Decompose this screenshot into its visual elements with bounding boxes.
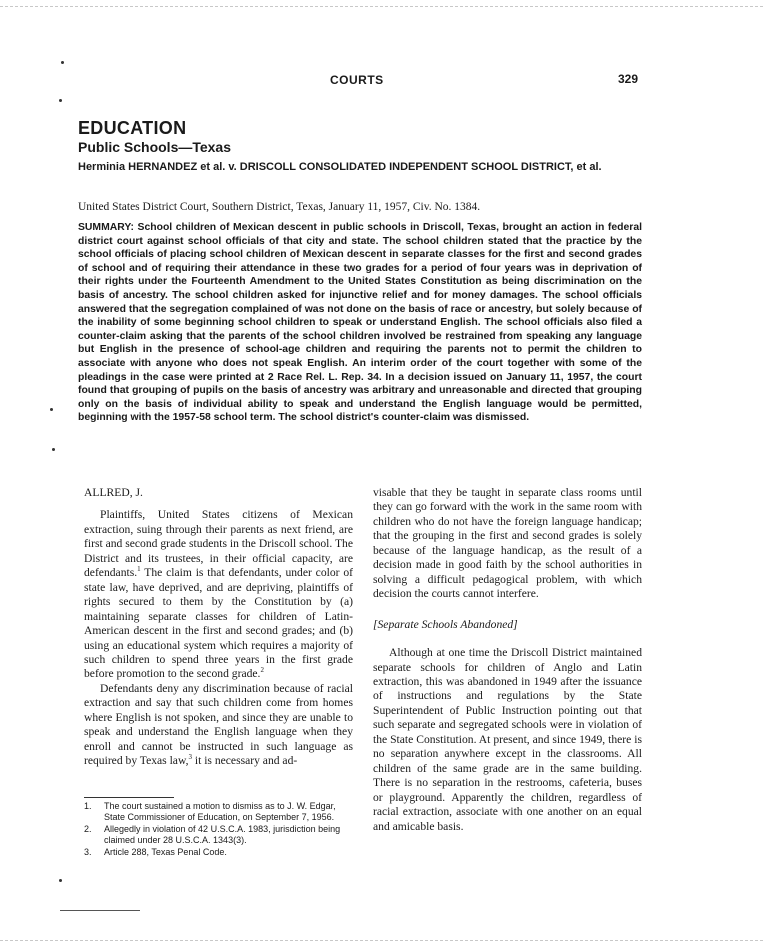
summary-label: SUMMARY: [78, 222, 134, 233]
footnote-ref: 2 [260, 666, 264, 675]
page-number: 329 [618, 72, 639, 86]
judge-name: ALLRED, J. [84, 486, 143, 499]
footnote [84, 847, 356, 858]
paragraph-text: Defendants deny any discrimination because of racial extraction and say that such children come from homes where English is not spoken, and since they are unable to speak and understand the English language when they enroll and cannot be instructed in such language as required by Texas law, [84, 681, 353, 768]
scan-edge-bottom [0, 940, 763, 941]
scan-edge-top [0, 6, 763, 7]
scan-speck [50, 408, 53, 411]
footnote-number: 1. [84, 801, 92, 811]
opinion-paragraph [84, 682, 353, 769]
court-line: United States District Court, Southern District, Texas, January 11, 1957, Civ. No. 1384. [78, 201, 481, 213]
summary-text: School children of Mexican descent in public schools in Driscoll, Texas, brought an action in federal district court against school officials of that city and state. The school children stated that the practice by the school officials of placing school children of Mexican descent in separate classes for the first and second grades of school and of requiring their attendance in these two grades for a period of four years was in deprivation of their rights under the Fourteenth Amendment to the United States Constitution as being discrimination on the basis of ancestry. The school children asked for injunctive relief and for money damages. The school officials answered that the segregation complained of was not done on the basis of race or ancestry, but solely because of the inability of some beginning school children to speak or understand English. The school officials also filed a counter-claim asking that the parents of the school children involved be restrained from speaking any language but English in the presence of school-age children and requiring the parents not to permit the children to associate with anyone who does not speak English. An interim order of the court together with some of the pleadings in the case were printed at 2 Race Rel. L. Rep. 34. In a decision issued on January 11, 1957, the court found that grouping of pupils on the basis of ancestry was arbitrary and unreasonable and directed that grouping only on the basis of individual ability to speak and understand the English language would be permitted, beginning with the 1957-58 school term. The school district's counter-claim was dismissed. [78, 222, 642, 424]
running-head: COURTS [330, 73, 384, 87]
footnote-rule [84, 797, 174, 798]
subsection-title: Public Schools—Texas [78, 139, 232, 155]
section-heading: [Separate Schools Abandoned] [373, 617, 518, 631]
footnote [84, 824, 356, 846]
opinion-column-right [373, 486, 642, 834]
scan-speck [59, 99, 62, 102]
scan-speck [52, 448, 55, 451]
scan-speck [59, 879, 62, 882]
footnote-number: 2. [84, 824, 92, 834]
section-title: EDUCATION [78, 118, 187, 138]
opinion-paragraph [84, 508, 353, 681]
summary [78, 221, 642, 425]
scan-speck [61, 61, 64, 64]
footnote [84, 801, 356, 823]
footnote-number: 3. [84, 847, 92, 857]
footnote-text: The court sustained a motion to dismiss as to J. W. Edgar, State Commissioner of Education, on September 7, 1956. [104, 801, 336, 822]
paragraph-text: Plaintiffs, United States citizens of Mexican extraction, suing through their parents as next friend, are first and second grade students in the Driscoll school. The District and its trustees, in their official capacity, are defendants. [84, 508, 353, 580]
footnotes [84, 801, 356, 859]
paragraph-text: it is necessary and ad- [191, 754, 298, 768]
case-caption: Herminia HERNANDEZ et al. v. DRISCOLL CONSOLIDATED INDEPENDENT SCHOOL DISTRICT, et al. [78, 161, 602, 173]
bottom-rule [60, 910, 140, 911]
footnote-ref: 1 [137, 565, 141, 574]
footnote-text: Allegedly in violation of 42 U.S.C.A. 1983, jurisdiction being claimed under 28 U.S.C.A. 1343(3). [104, 824, 341, 845]
paragraph-text: The claim is that defendants, under color of state law, have deprived, and are depriving, plaintiffs of rights secured to them by the Constitution by (a) maintaining separate classes for children of Latin-American descent in the first and second grades; and (b) using an educational system which requires a majority of such children to spend three years in the first grade before promotion to the second grade. [84, 566, 353, 681]
footnote-text: Article 288, Texas Penal Code. [104, 847, 227, 857]
opinion-column-left [84, 486, 353, 769]
opinion-paragraph-continued: visable that they be taught in separate class rooms until they can go forward with the work in the same room with children who do not have the foreign language handicap; that the grouping in the first and second grades is solely because of the language handicap, as the result of a decision made in good faith by the school authorities in solving a difficult pedagogical problem, with which decision the courts cannot interfere. [373, 486, 642, 601]
opinion-paragraph: Although at one time the Driscoll District maintained separate schools for children of Anglo and Latin extraction, this was abandoned in 1949 after the issuance of instructions and regulations by the State Superintendent of Public Instruction pointing out that such separate and segregated schools were in violation of the State Constitution. At present, and since 1949, there is no separation anywhere except in the classrooms. All children of the same grade are in the same building. There is no separation in the restrooms, cafeteria, buses or playground. Apparently the children, regardless of racial extraction, associate with one another on an equal and amicable basis. [373, 646, 642, 833]
footnote-ref: 3 [188, 753, 192, 762]
